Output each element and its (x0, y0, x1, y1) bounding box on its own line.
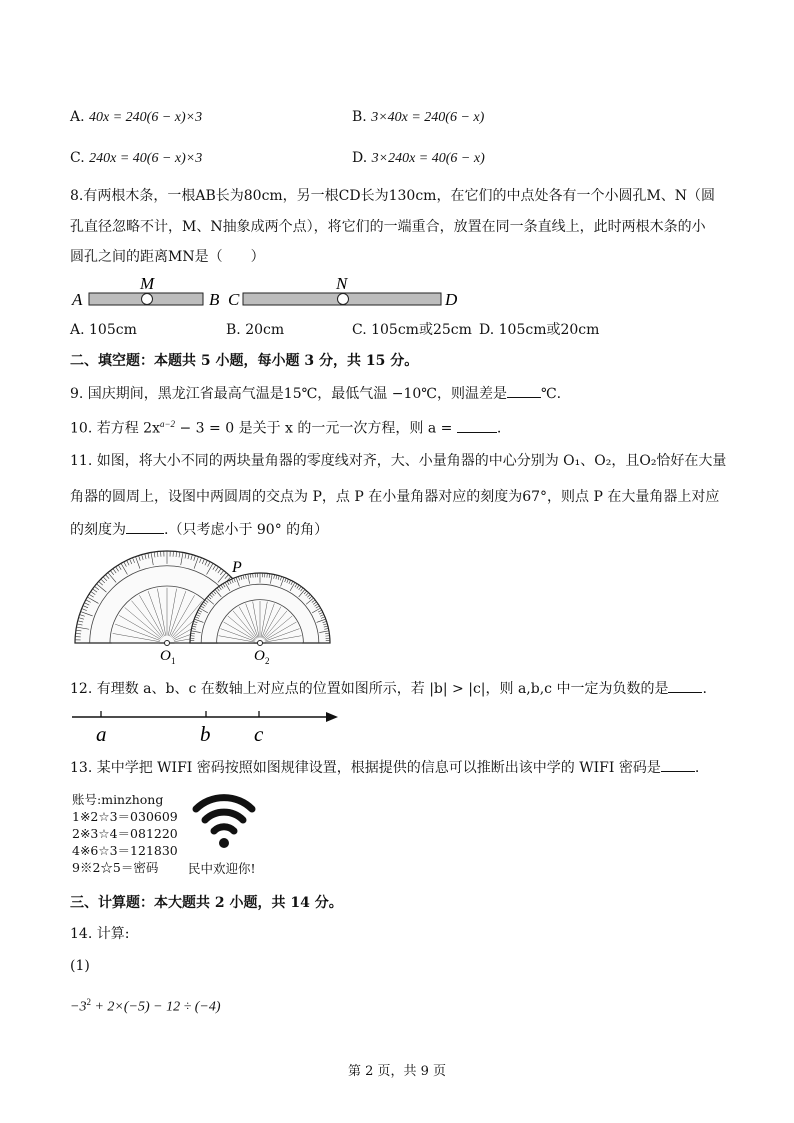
q8-option-b: B. 20cm (226, 322, 285, 338)
q7-option-c (70, 148, 202, 169)
q11-text: 的刻度为 (70, 522, 126, 538)
label-m: M (140, 274, 155, 293)
q14-expression (70, 992, 221, 1018)
answer-blank (507, 385, 541, 398)
wifi-welcome-text: 民中欢迎你! (188, 861, 256, 876)
section-3-title: 三、计算题：本大题共 2 小题，共 14 分。 (70, 895, 343, 911)
q11-line-3 (70, 520, 328, 540)
wifi-password-line: 9※2☆5＝密码 (72, 860, 159, 875)
q9 (70, 384, 561, 404)
label-b: b (200, 722, 211, 746)
answer-blank (668, 680, 702, 693)
q12-end: . (702, 681, 707, 697)
q8-line-2: 孔直径忽略不计，M、N抽象成两个点），将它们的一端重合，放置在同一条直线上，此时两根木条的小 (70, 219, 706, 235)
wifi-rule: 2※3☆4＝081220 (72, 826, 178, 841)
q11-line-1: 11. 如图，将大小不同的两块量角器的零度线对齐，大、小量角器的中心分别为 O₁、O₂，且O₂恰好在大量 (70, 453, 727, 469)
hole-n (338, 294, 349, 305)
option-letter: D. (352, 150, 368, 166)
q7-option-d (352, 148, 485, 169)
label-b: B (209, 290, 220, 309)
q13-end: . (694, 760, 700, 776)
q14-part-1: (1) (70, 958, 90, 974)
label-o2-sub: 2 (265, 656, 270, 666)
q11-text-end: .（只考虑小于 90° 的角） (164, 522, 329, 538)
label-o1: O (160, 648, 171, 664)
wifi-account: 账号:minzhong (72, 792, 164, 807)
section-2-title: 二、填空题：本题共 5 小题，每小题 3 分，共 15 分。 (70, 353, 419, 369)
q8-line-3: 圆孔之间的距离MN是（ ） (70, 249, 265, 265)
option-expression: 40x = 240(6 − x)×3 (89, 110, 203, 125)
label-c: C (228, 290, 240, 309)
option-expression: 3×40x = 240(6 − x) (371, 110, 485, 125)
q10-end: . (496, 420, 502, 437)
option-letter: C. (70, 150, 85, 166)
q11-line-2: 角器的圆周上，设图中两圆周的交点为 P，点 P 在小量角器对应的刻度为67°，则点 P 在大量角器上对应 (70, 489, 720, 505)
page-footer: 第 2 页，共 9 页 (347, 1064, 447, 1079)
wifi-info-card (72, 791, 178, 876)
q9-unit: ℃. (540, 386, 562, 402)
option-expression: 3×240x = 40(6 − x) (371, 151, 485, 166)
label-o1-sub: 1 (171, 656, 176, 666)
q13 (70, 758, 699, 778)
wifi-rule: 1※2☆3＝030609 (72, 809, 178, 824)
expr-term: −3 (70, 999, 87, 1015)
answer-blank (457, 420, 497, 433)
expr-exponent: 2 (86, 997, 91, 1007)
expr-rest: + 2×(−5) − 12 ÷ (−4) (90, 999, 221, 1015)
option-expression: 240x = 40(6 − x)×3 (89, 151, 203, 166)
option-letter: B. (352, 109, 367, 125)
answer-blank (126, 521, 164, 534)
q14-title: 14. 计算: (70, 926, 130, 942)
q8-option-d: D. 105cm或20cm (479, 322, 600, 338)
hole-m (142, 294, 153, 305)
label-a: a (96, 722, 107, 746)
label-d: D (445, 290, 458, 309)
answer-blank (661, 759, 695, 772)
label-o2: O (254, 648, 265, 664)
q10-exponent: a−2 (159, 419, 176, 429)
q11-protractor-figure (70, 548, 350, 668)
q12-number-line (68, 706, 348, 746)
q9-text: 9. 国庆期间，黑龙江省最高气温是15℃，最低气温 −10℃，则温差是 (70, 386, 507, 402)
wifi-rule: 4※6☆3＝121830 (72, 843, 178, 858)
q10-text: 10. 若方程 2x (70, 420, 160, 437)
q7-option-b (352, 107, 484, 128)
label-p: P (232, 559, 242, 576)
q10-text-middle: − 3 = 0 是关于 x 的一元一次方程，则 a = (175, 420, 453, 437)
option-letter: A. (70, 109, 85, 125)
label-c: c (254, 722, 264, 746)
q8-line-1: 8.有两根木条，一根AB长为80cm，另一根CD长为130cm，在它们的中点处各有一个小圆孔M、N（圆 (70, 188, 716, 204)
axis-arrow (326, 712, 338, 722)
q12-text: 12. 有理数 a、b、c 在数轴上对应点的位置如图所示，若 |b| > |c|，则 a,b,c 中一定为负数的是 (70, 681, 669, 697)
label-n: N (336, 274, 348, 293)
q8-sticks-figure (68, 272, 468, 312)
label-a: A (72, 290, 83, 309)
q7-option-a (70, 107, 202, 128)
q13-text: 13. 某中学把 WIFI 密码按照如图规律设置，根据提供的信息可以推断出该中学的 WIFI 密码是 (70, 760, 661, 776)
q10 (70, 414, 501, 439)
q8-option-a: A. 105cm (70, 322, 137, 338)
q8-option-c: C. 105cm或25cm (352, 322, 472, 338)
q12 (70, 679, 707, 699)
wifi-icon (190, 785, 260, 855)
